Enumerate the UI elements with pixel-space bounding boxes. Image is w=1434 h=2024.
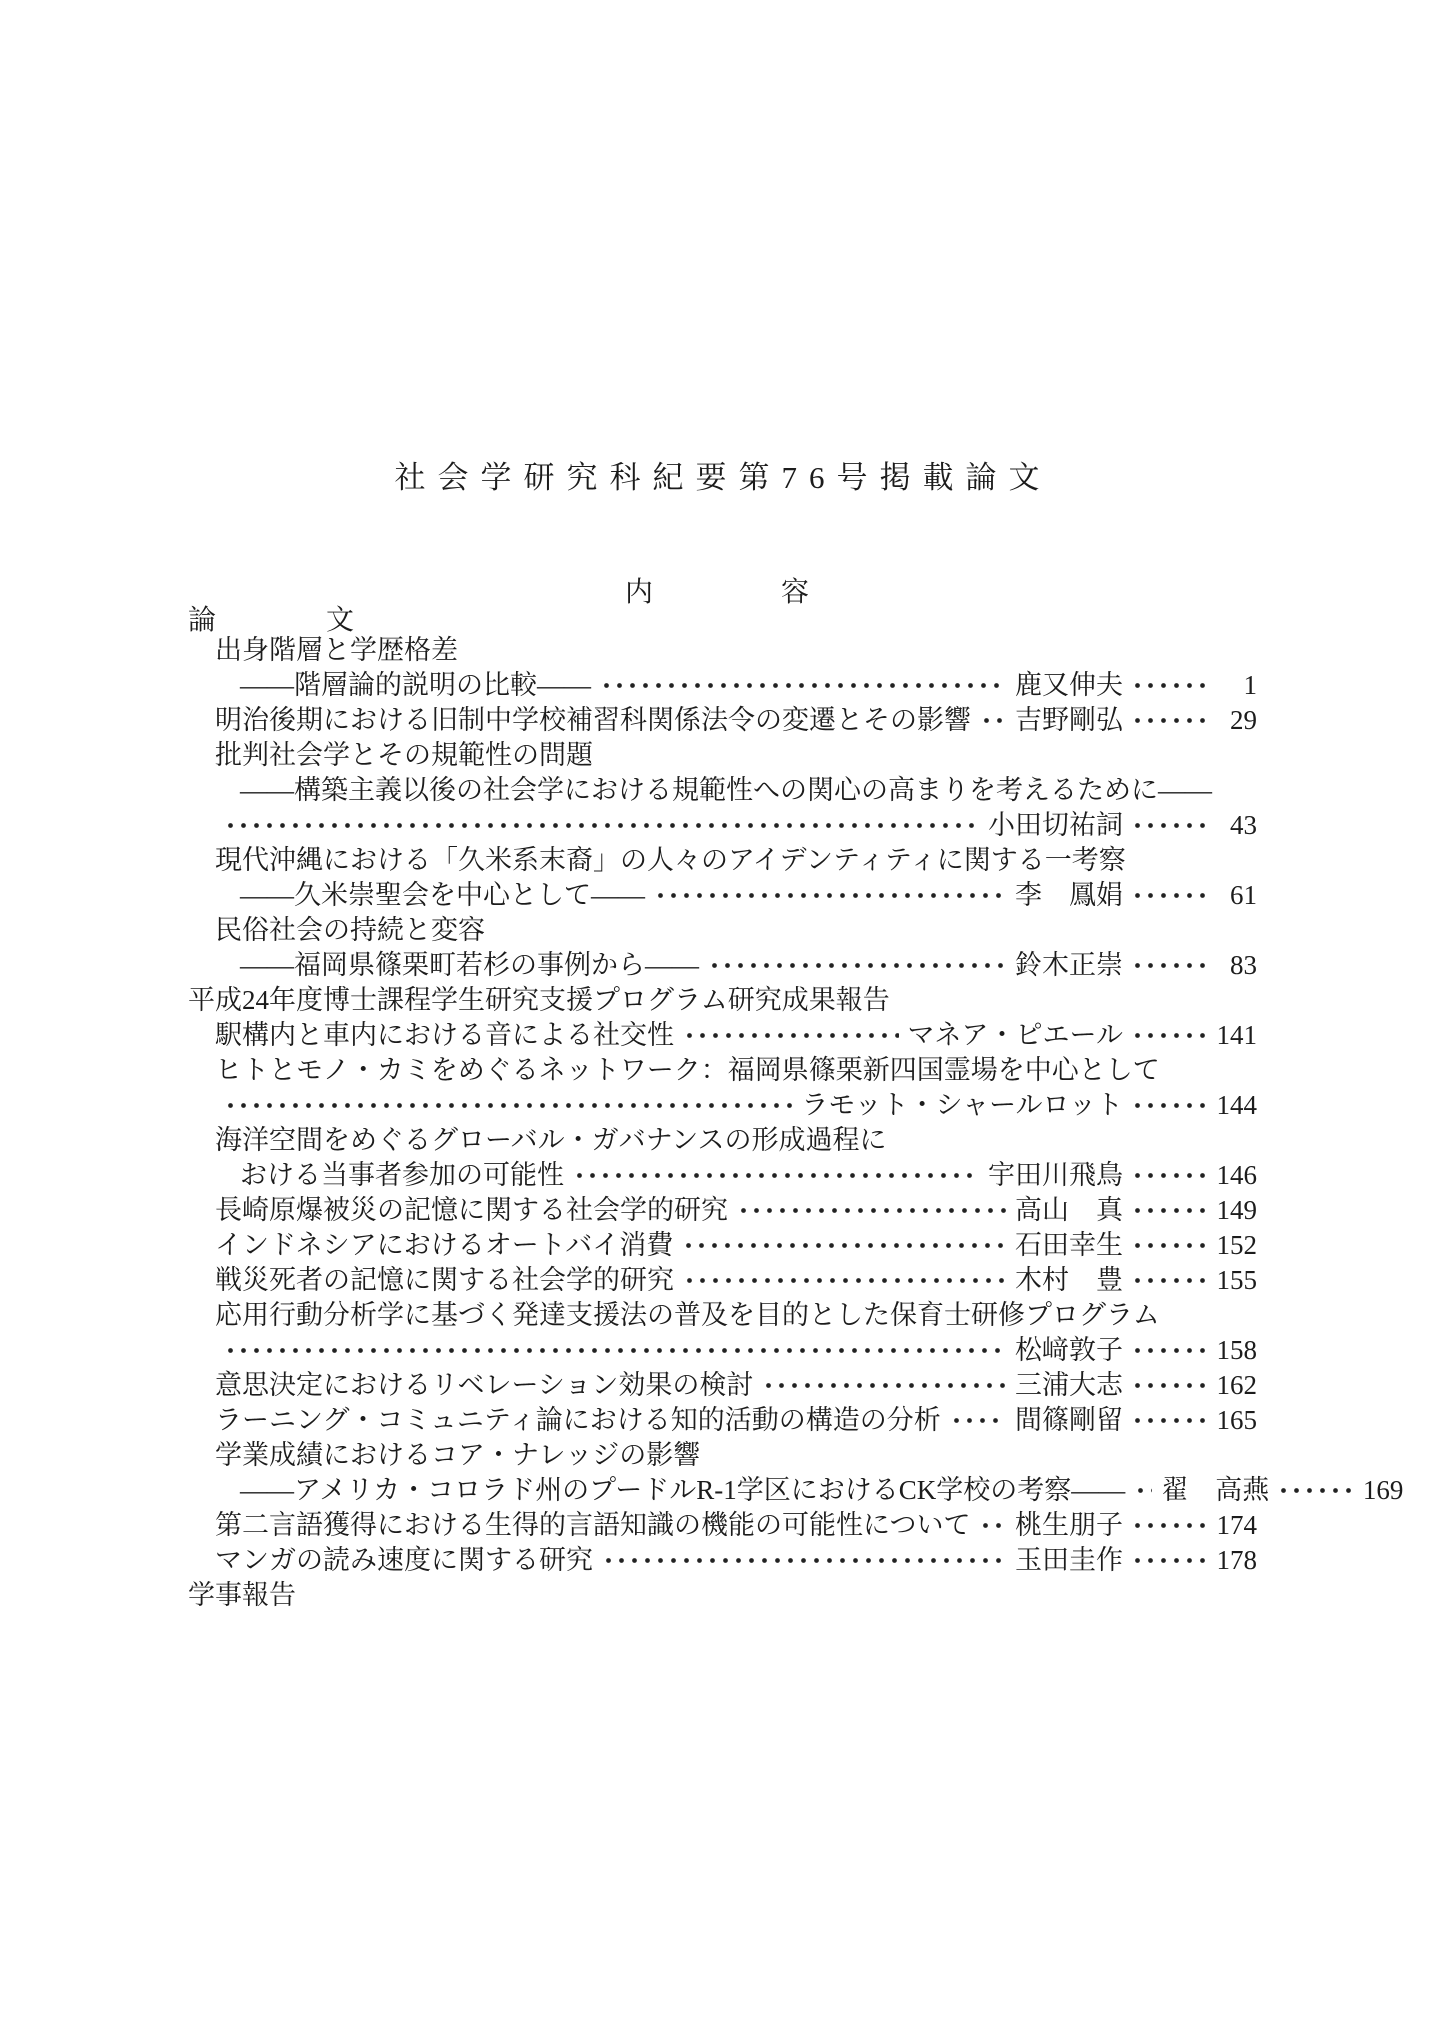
entry-title: 民俗社会の持続と変容 [215,915,485,945]
dot-leader [737,1193,1006,1228]
entry-author: 鈴木正崇 [1015,950,1123,980]
author-page-dots [1129,1228,1209,1263]
toc-row [188,878,1257,913]
toc-row [188,773,1257,808]
entry-page-number: 162 [1216,1370,1257,1400]
entry-page-number: 158 [1216,1335,1257,1365]
entry-page-number: 149 [1216,1195,1257,1225]
entry-author: 高山 真 [1015,1195,1123,1225]
entry-page-number: 144 [1216,1090,1257,1120]
author-page-dots [1129,1088,1209,1123]
dot-leader [602,1543,1006,1578]
entry-title: ——構築主義以後の社会学における規範性への関心の高まりを考えるために—— [240,775,1212,805]
author-page-dots [1129,808,1209,843]
toc-row [188,948,1257,983]
toc-row [188,1368,1257,1403]
entry-title: 学業成績におけるコア・ナレッジの影響 [215,1440,701,1470]
author-page-dots [1129,1193,1209,1228]
author-page-dots [1275,1473,1355,1508]
entry-author: 鹿又伸夫 [1015,670,1123,700]
entry-author: マネア・ピエール [907,1020,1123,1050]
articles-section-heading [188,598,354,638]
author-page-dots [1129,1508,1209,1543]
entry-author: 宇田川飛鳥 [988,1160,1123,1190]
toc-row [188,1018,1257,1053]
entry-author: 三浦大志 [1015,1370,1123,1400]
section-heading-label: 平成24年度博士課程学生研究支援プログラム研究成果報告 [188,985,890,1015]
author-page-dots [1129,948,1209,983]
dot-leader [682,1228,1006,1263]
entry-page-number: 155 [1216,1265,1257,1295]
toc-row [188,703,1257,738]
toc-row [188,1193,1257,1228]
toc-row [188,1228,1257,1263]
entry-title: 批判社会学とその規範性の問題 [215,740,593,770]
journal-title: 社会学研究科紀要第76号掲載論文 [394,460,1052,495]
dot-leader [980,703,1006,738]
entry-title: 出身階層と学歴格差 [215,635,458,665]
entry-page-number: 83 [1230,950,1257,980]
toc-row [188,1543,1257,1578]
entry-title: 駅構内と車内における音による社交性 [215,1020,674,1050]
author-page-dots [1129,703,1209,738]
author-page-dots [1129,1018,1209,1053]
author-page-dots [1129,1333,1209,1368]
toc-row [188,1333,1257,1368]
toc-row [188,1053,1257,1088]
toc-row [188,1403,1257,1438]
toc-row [188,843,1257,878]
toc-row [188,1473,1404,1508]
entry-title: 意思決定におけるリベレーション効果の検討 [215,1370,754,1400]
contents-heading-char-left: 内 [624,577,653,608]
entry-title: マンガの読み速度に関する研究 [215,1545,593,1575]
author-page-dots [1129,1368,1209,1403]
entry-author: 翟 高燕 [1161,1475,1270,1505]
toc-row [188,913,1257,948]
entry-title: 現代沖縄における「久米系末裔」の人々のアイデンティティに関する一考察 [215,845,1126,875]
entry-page-number: 29 [1230,705,1257,735]
entry-page-number: 146 [1216,1160,1257,1190]
entry-title: ——階層論的説明の比較—— [240,670,591,700]
author-page-dots [1129,1263,1209,1298]
toc-row [188,1123,1257,1158]
entry-page-number: 178 [1216,1545,1257,1575]
toc-row [188,668,1257,703]
toc-row [188,1088,1257,1123]
dot-leader [1134,1473,1152,1508]
entry-author: 石田幸生 [1015,1230,1123,1260]
entry-title: 明治後期における旧制中学校補習科関係法令の変遷とその影響 [215,705,971,735]
entry-title: ヒトとモノ・カミをめぐるネットワーク：福岡県篠栗新四国霊場を中心として [215,1055,1160,1085]
dot-leader [762,1368,1006,1403]
articles-heading-char-right: 文 [326,605,355,636]
dot-leader [654,878,1006,913]
dot-leader [573,1158,979,1193]
dot-leader [224,808,979,843]
entry-page-number: 141 [1216,1020,1257,1050]
entry-author: 吉野剛弘 [1015,705,1123,735]
author-page-dots [1129,668,1209,703]
entry-title: 第二言語獲得における生得的言語知識の機能の可能性について [215,1510,971,1540]
toc-row [188,1508,1257,1543]
entry-page-number: 43 [1230,810,1257,840]
entry-title: ——アメリカ・コロラド州のプードルR-1学区におけるCK学校の考察—— [240,1475,1126,1505]
entry-page-number: 174 [1216,1510,1257,1540]
author-page-dots [1129,1543,1209,1578]
dot-leader [708,948,1006,983]
dot-leader [224,1088,792,1123]
dot-leader [950,1403,1006,1438]
dot-leader [683,1263,1006,1298]
toc-section-heading [188,983,1257,1018]
dot-leader [600,668,1006,703]
entry-title: おける当事者参加の可能性 [240,1160,564,1190]
entry-title: 長崎原爆被災の記憶に関する社会学的研究 [215,1195,728,1225]
section-heading-label: 学事報告 [188,1580,296,1610]
dot-leader [683,1018,899,1053]
entry-author: 玉田圭作 [1015,1545,1123,1575]
entry-author: ラモット・シャールロット [801,1090,1123,1120]
entry-page-number: 1 [1243,670,1257,700]
author-page-dots [1129,1158,1209,1193]
entry-title: インドネシアにおけるオートバイ消費 [215,1230,674,1260]
entry-author: 松﨑敦子 [1015,1335,1123,1365]
entry-title: ——久米崇聖会を中心として—— [240,880,645,910]
entry-page-number: 152 [1216,1230,1257,1260]
toc-section-heading [188,1578,1257,1613]
entry-title: ——福岡県篠栗町若杉の事例から—— [240,950,699,980]
toc-row [188,1438,1257,1473]
author-page-dots [1129,878,1209,913]
author-page-dots [1129,1403,1209,1438]
entry-title: ラーニング・コミュニティ論における知的活動の構造の分析 [215,1405,941,1435]
toc-list [188,633,1404,1613]
entry-title: 戦災死者の記憶に関する社会学的研究 [215,1265,674,1295]
entry-author: 間篠剛留 [1015,1405,1123,1435]
entry-author: 小田切祐詞 [988,810,1123,840]
entry-page-number: 169 [1362,1475,1404,1505]
dot-leader [979,1508,1006,1543]
toc-row [188,1263,1257,1298]
entry-page-number: 165 [1216,1405,1257,1435]
toc-row [188,633,1257,668]
toc-row [188,808,1257,843]
contents-heading-char-right: 容 [781,577,810,608]
entry-page-number: 61 [1230,880,1257,910]
entry-title: 海洋空間をめぐるグローバル・ガバナンスの形成過程に [215,1125,887,1155]
entry-author: 李 鳳娟 [1015,880,1123,910]
dot-leader [224,1333,1006,1368]
articles-heading-char-left: 論 [188,605,217,636]
toc-row [188,738,1257,773]
entry-author: 桃生朋子 [1015,1510,1123,1540]
toc-row [188,1298,1257,1333]
entry-title: 応用行動分析学に基づく発達支援法の普及を目的とした保育士研修プログラム [215,1300,1160,1330]
entry-author: 木村 豊 [1015,1265,1123,1295]
toc-row [188,1158,1257,1193]
